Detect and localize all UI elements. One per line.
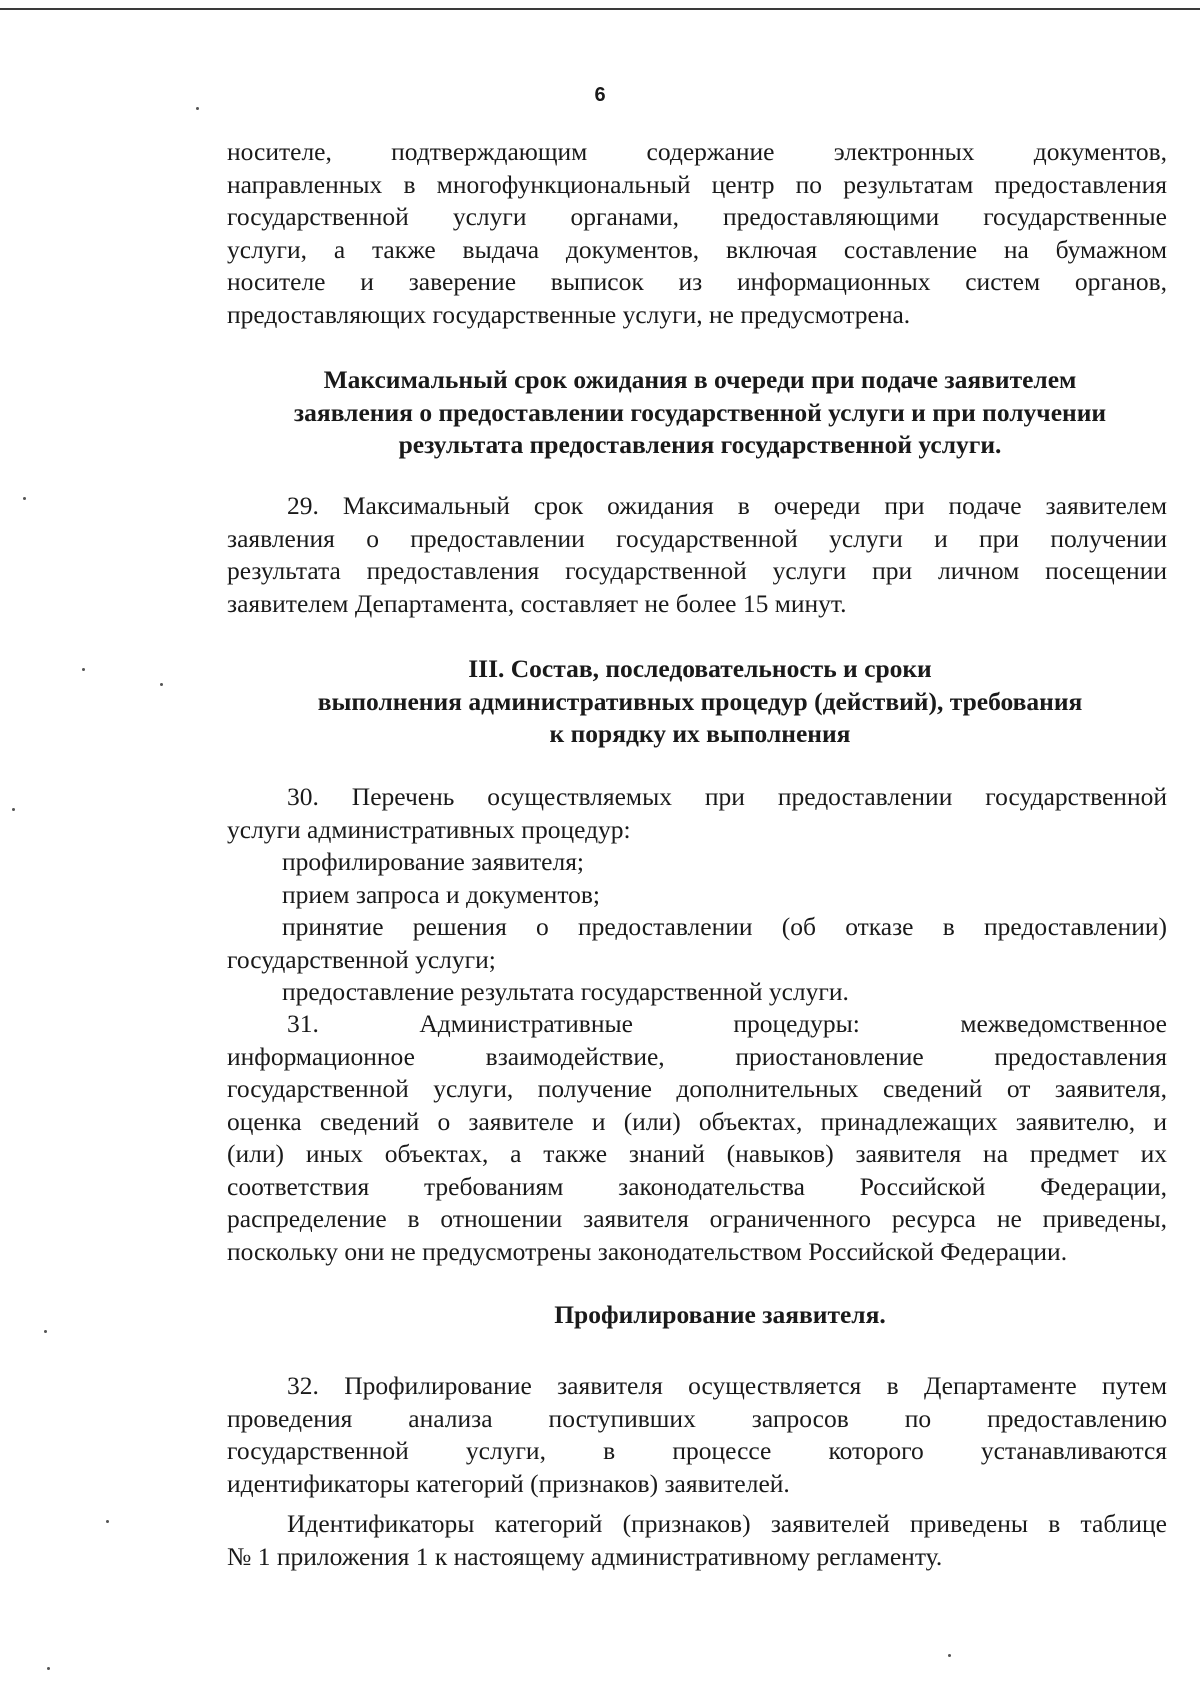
text-line: государственной услуги органами, предоставляющими государственные bbox=[227, 202, 1167, 231]
text-line: носителе, подтверждающим содержание электронных документов, bbox=[227, 137, 1167, 166]
heading-profiling bbox=[240, 1299, 1200, 1332]
text-line: соответствия требованиям законодательства Российской Федерации, bbox=[227, 1171, 1167, 1201]
text-line: Идентификаторы категорий (признаков) заявителей приведены в таблице bbox=[287, 1509, 1167, 1538]
heading-max-wait bbox=[220, 364, 1180, 462]
paragraph-32 bbox=[227, 1370, 1167, 1573]
text-line: предоставляющих государственные услуги, не предусмотрена. bbox=[227, 299, 911, 329]
text-line: поскольку они не предусмотрены законодательством Российской Федерации. bbox=[227, 1236, 1068, 1266]
heading-line: Профилирование заявителя. bbox=[554, 1300, 886, 1329]
heading-line: III. Состав, последовательность и сроки bbox=[468, 654, 932, 683]
text-line: заявления о предоставлении государственной услуги и при получении bbox=[227, 523, 1167, 553]
text-line: распределение в отношении заявителя ограниченного ресурса не приведены, bbox=[227, 1204, 1167, 1233]
text-line: 31. Административные процедуры: межведомственное bbox=[287, 1009, 1167, 1038]
text-line: носителе и заверение выписок из информационных систем органов, bbox=[227, 267, 1167, 296]
text-line: проведения анализа поступивших запросов по предоставлению bbox=[227, 1403, 1167, 1433]
paragraph-29 bbox=[227, 490, 1167, 620]
scan-speck bbox=[196, 107, 199, 110]
text-line: оценка сведений о заявителе и (или) объектах, принадлежащих заявителю, и bbox=[227, 1106, 1167, 1136]
paragraph-continued bbox=[227, 136, 1167, 331]
scan-speck bbox=[47, 1667, 50, 1670]
heading-line: Максимальный срок ожидания в очереди при подаче заявителем bbox=[323, 365, 1077, 394]
procedure-item: государственной услуги; bbox=[227, 944, 496, 974]
procedure-item: принятие решения о предоставлении (об отказе в предоставлении) bbox=[282, 912, 1167, 941]
text-line: № 1 приложения 1 к настоящему административному регламенту. bbox=[227, 1541, 943, 1571]
procedure-item: профилирование заявителя; bbox=[282, 847, 585, 876]
scan-speck bbox=[23, 497, 26, 500]
scan-speck bbox=[160, 683, 163, 686]
text-line: государственной услуги, в процессе которого устанавливаются bbox=[227, 1436, 1167, 1465]
text-line: услуги, а также выдача документов, включая составление на бумажном bbox=[227, 234, 1167, 264]
procedure-item: предоставление результата государственной услуги. bbox=[282, 977, 849, 1006]
text-line: идентификаторы категорий (признаков) заявителей. bbox=[227, 1468, 790, 1498]
text-line: услуги административных процедур: bbox=[227, 814, 631, 844]
text-line: результата предоставления государственной услуги при личном посещении bbox=[227, 556, 1167, 585]
heading-line: заявления о предоставлении государственной услуги и при получении bbox=[293, 397, 1107, 427]
text-line: 29. Максимальный срок ожидания в очереди при подаче заявителем bbox=[287, 491, 1167, 520]
text-line: (или) иных объектах, а также знаний (навыков) заявителя на предмет их bbox=[227, 1139, 1167, 1168]
text-line: информационное взаимодействие, приостановление предоставления bbox=[227, 1041, 1167, 1071]
heading-line: к порядку их выполнения bbox=[549, 719, 851, 748]
scan-speck bbox=[948, 1654, 951, 1657]
page-number: 6 bbox=[594, 84, 606, 106]
paragraph-31 bbox=[227, 1008, 1167, 1268]
scan-speck bbox=[12, 808, 15, 811]
paragraph-30 bbox=[227, 781, 1167, 1009]
heading-line: результата предоставления государственной услуги. bbox=[398, 430, 1002, 459]
heading-line: выполнения административных процедур (действий), требования bbox=[317, 686, 1083, 716]
top-border-line bbox=[0, 8, 1200, 10]
text-line: 30. Перечень осуществляемых при предоставлении государственной bbox=[287, 782, 1167, 811]
text-line: заявителем Департамента, составляет не более 15 минут. bbox=[227, 588, 847, 618]
procedure-item: прием запроса и документов; bbox=[282, 879, 601, 909]
heading-section-3 bbox=[220, 653, 1180, 751]
text-line: 32. Профилирование заявителя осуществляется в Департаменте путем bbox=[287, 1371, 1167, 1400]
text-line: государственной услуги, получение дополнительных сведений от заявителя, bbox=[227, 1074, 1167, 1103]
scan-speck bbox=[82, 668, 85, 671]
text-line: направленных в многофункциональный центр по результатам предоставления bbox=[227, 169, 1167, 199]
scan-speck bbox=[44, 1330, 47, 1333]
scan-speck bbox=[106, 1520, 109, 1523]
